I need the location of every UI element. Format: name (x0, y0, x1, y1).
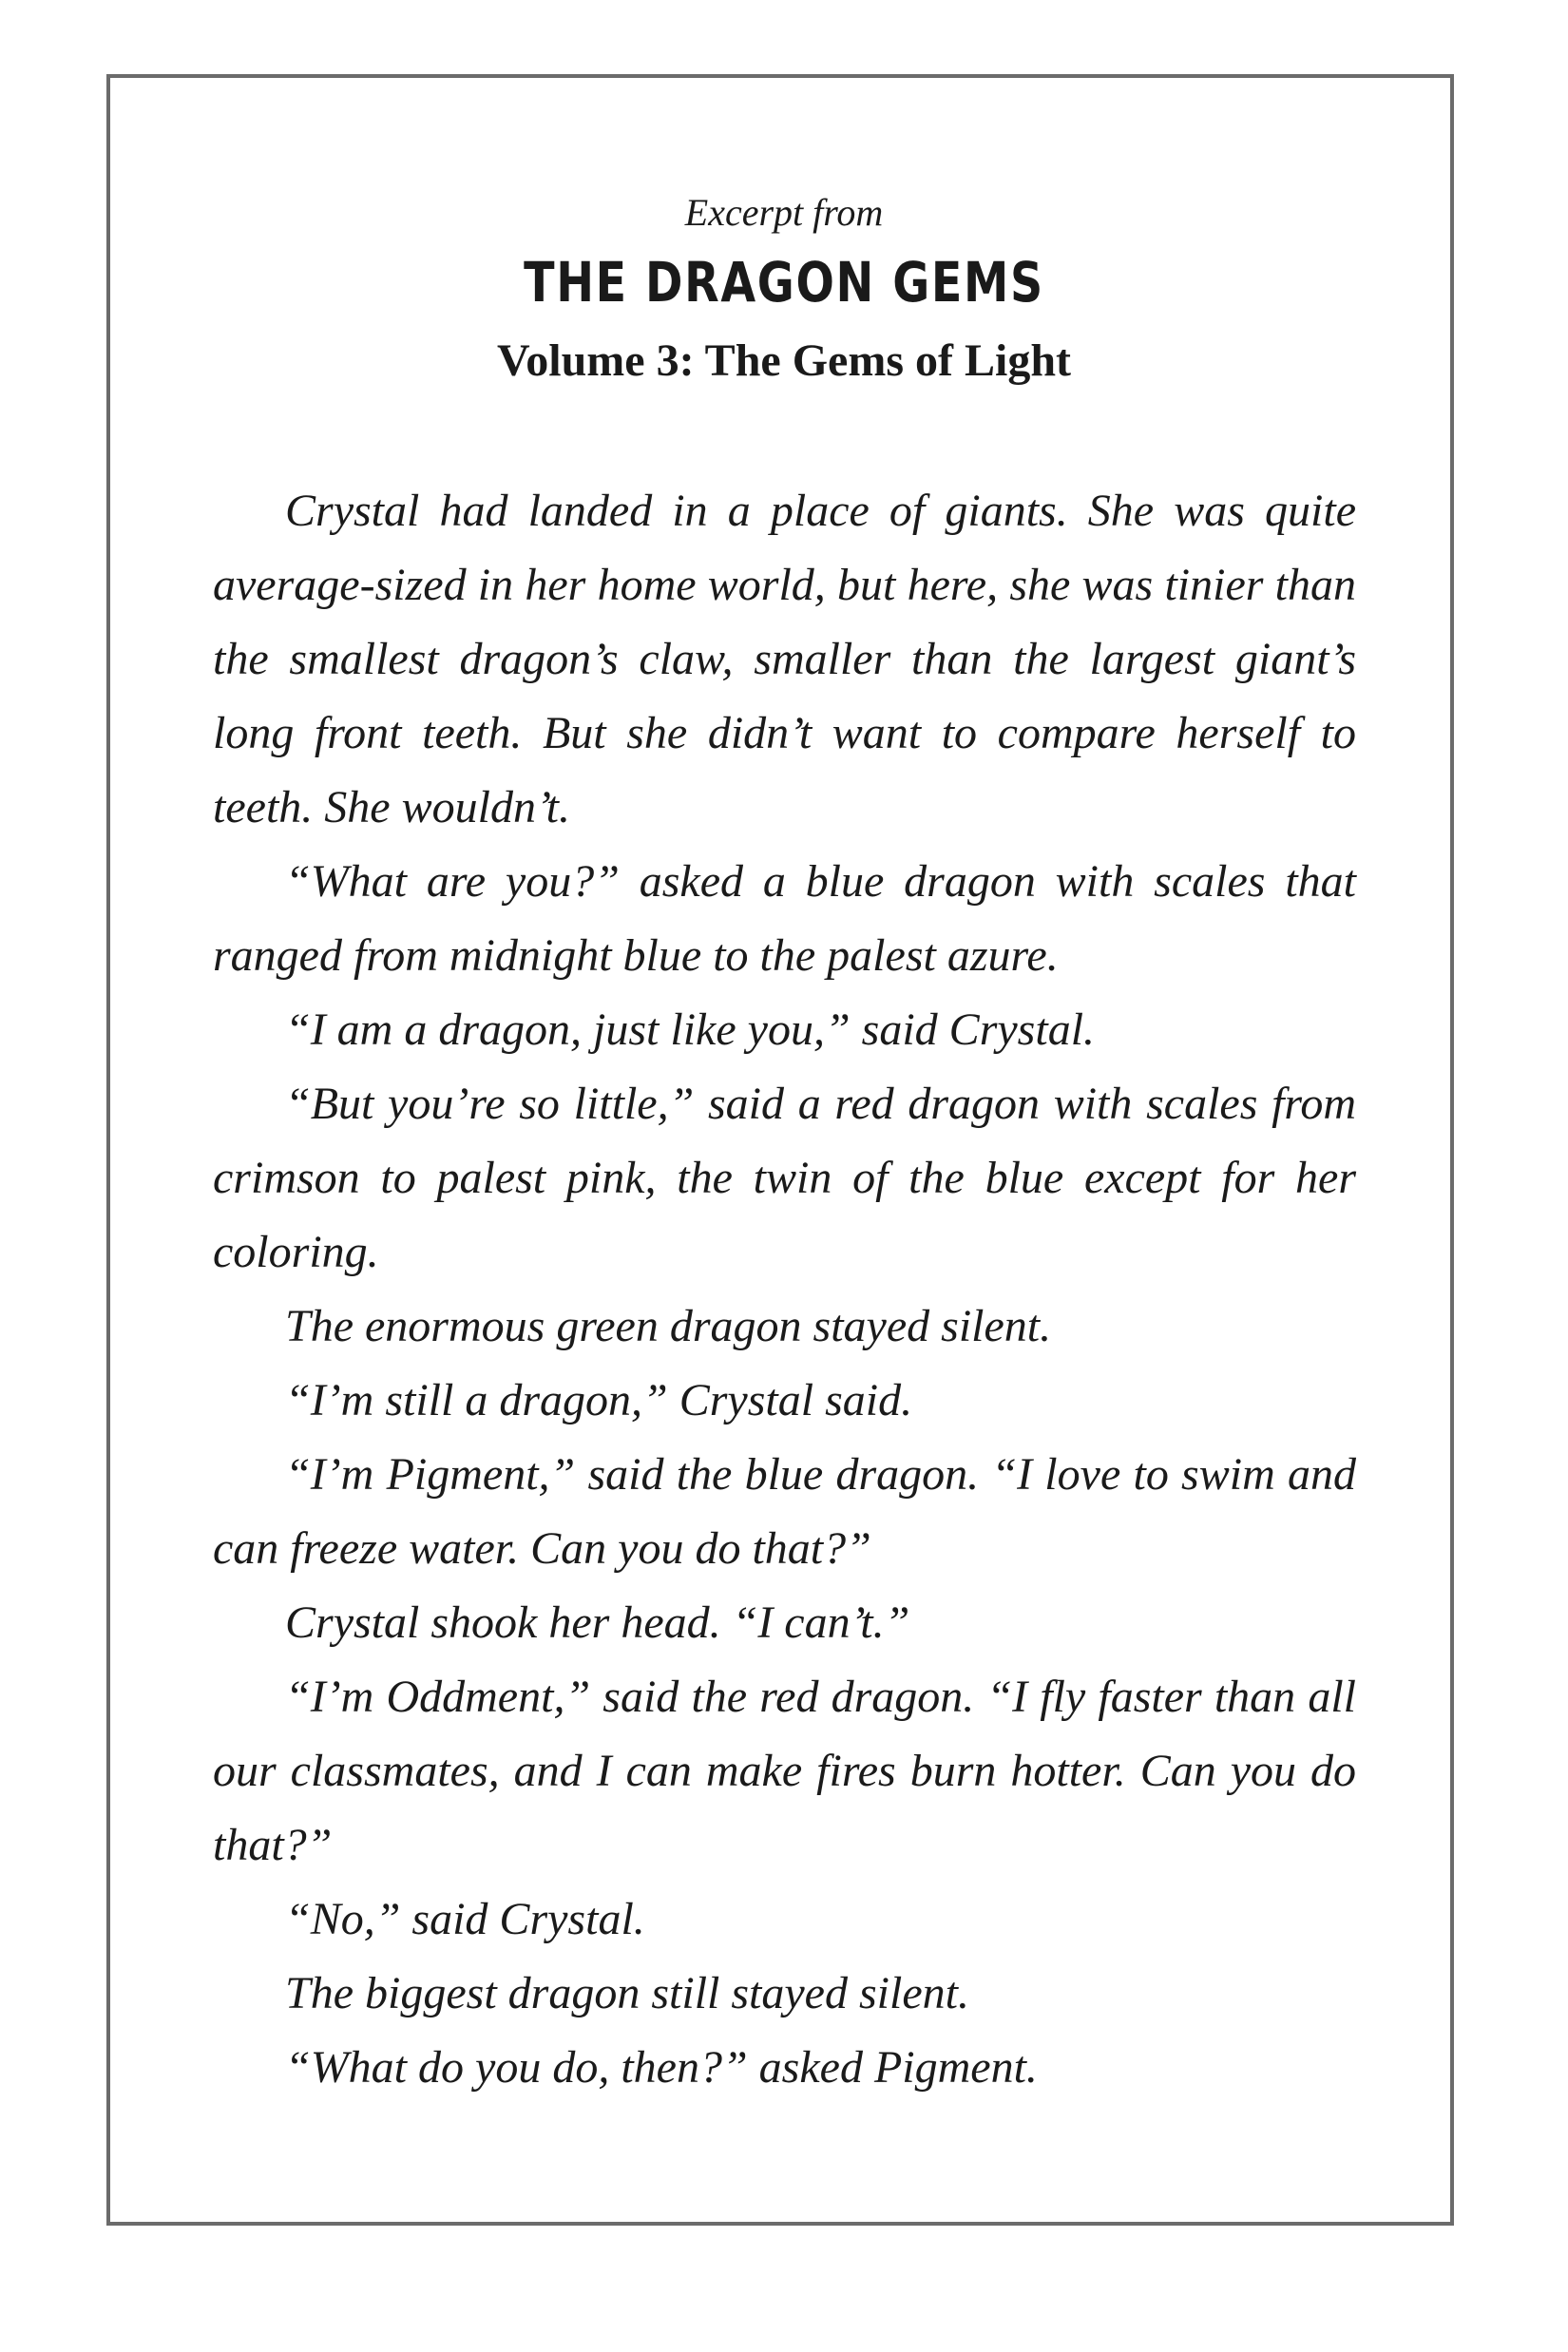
paragraph: “No,” said Crystal. (285, 1894, 645, 1944)
paragraph: “What are you?” asked a blue dragon with scales that ranged from midnight blue to the palest azure. (213, 856, 1356, 981)
paragraph: The enormous green dragon stayed silent. (285, 1301, 1052, 1351)
paragraph: “I’m still a dragon,” Crystal said. (285, 1375, 913, 1425)
paragraph: Crystal shook her head. “I can’t.” (285, 1597, 910, 1648)
paragraph: “What do you do, then?” asked Pigment. (285, 2042, 1038, 2093)
excerpt-body (213, 474, 1356, 2105)
paragraph: “But you’re so little,” said a red dragon with scales from crimson to palest pink, the twin of the blue except for her coloring. (213, 1079, 1356, 1277)
paragraph: “I’m Pigment,” said the blue dragon. “I love to swim and can freeze water. Can you do that?” (213, 1449, 1356, 1574)
paragraph: “I’m Oddment,” said the red dragon. “I fly faster than all our classmates, and I can make fires burn hotter. Can you do that?” (213, 1672, 1356, 1870)
paragraph: The biggest dragon still stayed silent. (285, 1968, 969, 2018)
volume-title: Volume 3: The Gems of Light (496, 335, 1072, 386)
book-title: THE DRAGON GEMS (524, 250, 1044, 315)
paragraph: Crystal had landed in a place of giants. She was quite average-sized in her home world, but here, she was tinier than the smallest dragon’s claw, smaller than the largest giant’s long front teeth. But she didn’t want to compare herself to teeth. She wouldn’t. (213, 486, 1356, 832)
paragraph: “I am a dragon, just like you,” said Crystal. (285, 1004, 1096, 1055)
excerpt-label: Excerpt from (684, 191, 884, 234)
